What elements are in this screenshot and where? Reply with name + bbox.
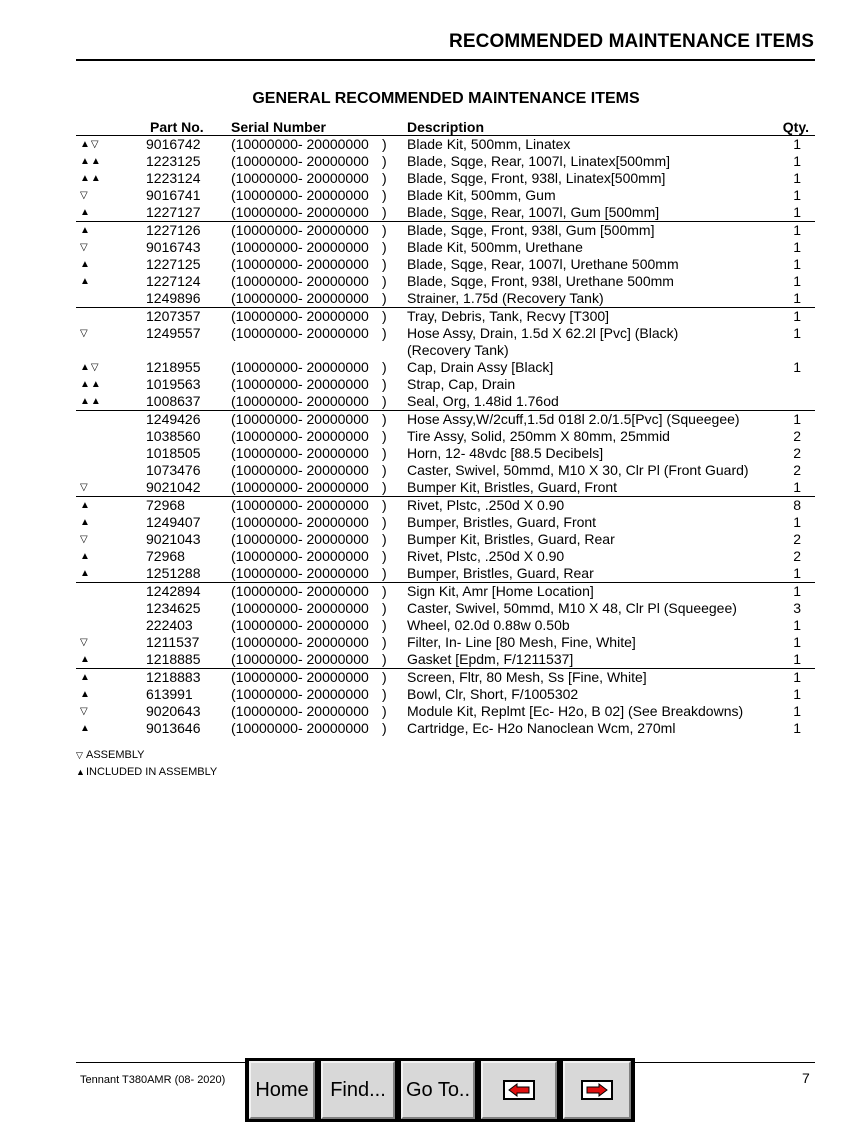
description: Rivet, Plstc, .250d X 0.90 (407, 548, 565, 564)
part-no: 9020643 (146, 703, 201, 719)
table-row (76, 256, 815, 273)
part-no: 1251288 (146, 565, 201, 581)
description: Cap, Drain Assy [Black] (407, 359, 554, 375)
qty: 1 (793, 565, 801, 581)
description: Blade, Sqge, Front, 938l, Gum [500mm] (407, 222, 655, 238)
assembly-symbol: ▲▲ (80, 396, 102, 407)
serial-number: (10000000- 20000000 (231, 393, 369, 409)
serial-number: (10000000- 20000000 (231, 669, 369, 685)
qty: 1 (793, 617, 801, 633)
part-no: 1018505 (146, 445, 201, 461)
assembly-symbol: ▽ (80, 190, 89, 201)
serial-number: (10000000- 20000000 (231, 531, 369, 547)
qty: 1 (793, 187, 801, 203)
table-row (76, 187, 815, 204)
serial-number: (10000000- 20000000 (231, 497, 369, 513)
assembly-symbol: ▲▽ (80, 362, 100, 373)
description: Tire Assy, Solid, 250mm X 80mm, 25mmid (407, 428, 670, 444)
legend-assembly (76, 749, 145, 761)
table-row (76, 668, 815, 686)
table-row (76, 651, 815, 668)
description: Bowl, Clr, Short, F/1005302 (407, 686, 579, 702)
serial-number: (10000000- 20000000 (231, 548, 369, 564)
table-row (76, 686, 815, 703)
table-row (76, 720, 815, 737)
description: Cartridge, Ec- H2o Nanoclean Wcm, 270ml (407, 720, 676, 736)
assembly-symbol: ▲ (80, 551, 91, 562)
footer-model: Tennant T380AMR (08- 2020) (80, 1074, 226, 1086)
description: Bumper Kit, Bristles, Guard, Front (407, 479, 618, 495)
serial-number: (10000000- 20000000 (231, 187, 369, 203)
table-row (76, 703, 815, 720)
description: Tray, Debris, Tank, Recvy [T300] (407, 308, 610, 324)
qty: 2 (793, 428, 801, 444)
part-no: 72968 (146, 548, 185, 564)
serial-close-paren: ) (382, 497, 387, 513)
description: Module Kit, Replmt [Ec- H2o, B 02] (See Breakdowns) (407, 703, 744, 719)
qty: 1 (793, 720, 801, 736)
table-row (76, 479, 815, 496)
description: Seal, Org, 1.48id 1.76od (407, 393, 559, 409)
assembly-symbol: ▽ (80, 482, 89, 493)
qty: 1 (793, 153, 801, 169)
assembly-symbol: ▽ (80, 534, 89, 545)
part-no: 1218883 (146, 669, 201, 685)
serial-close-paren: ) (382, 411, 387, 427)
serial-close-paren: ) (382, 634, 387, 650)
table-row (76, 410, 815, 428)
description: Hose Assy,W/2cuff,1.5d 018l 2.0/1.5[Pvc] (Squeegee) (407, 411, 740, 427)
assembly-symbol: ▽ (80, 706, 89, 717)
table-row (76, 428, 815, 445)
part-no: 9013646 (146, 720, 201, 736)
assembly-symbol: ▲ (80, 689, 91, 700)
serial-close-paren: ) (382, 359, 387, 375)
serial-close-paren: ) (382, 393, 387, 409)
serial-close-paren: ) (382, 153, 387, 169)
part-no: 1227126 (146, 222, 201, 238)
previous-page-button[interactable] (481, 1061, 557, 1119)
serial-close-paren: ) (382, 514, 387, 530)
qty: 1 (793, 273, 801, 289)
col-part-no: Part No. (150, 119, 204, 135)
qty: 1 (793, 325, 801, 341)
table-row (76, 290, 815, 307)
serial-close-paren: ) (382, 479, 387, 495)
part-no: 1234625 (146, 600, 201, 616)
assembly-symbol: ▲ (80, 500, 91, 511)
serial-close-paren: ) (382, 686, 387, 702)
assembly-symbol: ▲▽ (80, 139, 100, 150)
description: Strap, Cap, Drain (407, 376, 516, 392)
arrow-left-icon (503, 1080, 535, 1100)
serial-close-paren: ) (382, 548, 387, 564)
serial-number: (10000000- 20000000 (231, 514, 369, 530)
description: Sign Kit, Amr [Home Location] (407, 583, 594, 599)
qty: 1 (793, 136, 801, 152)
part-no: 1242894 (146, 583, 201, 599)
table-row (76, 359, 815, 376)
part-no: 1249557 (146, 325, 201, 341)
serial-number: (10000000- 20000000 (231, 445, 369, 461)
qty: 1 (793, 651, 801, 667)
serial-number: (10000000- 20000000 (231, 703, 369, 719)
description: Caster, Swivel, 50mmd, M10 X 30, Clr Pl (Front Guard) (407, 462, 749, 478)
serial-close-paren: ) (382, 376, 387, 392)
table-row (76, 153, 815, 170)
serial-close-paren: ) (382, 170, 387, 186)
table-row (76, 445, 815, 462)
serial-number: (10000000- 20000000 (231, 290, 369, 306)
table-row (76, 514, 815, 531)
description: Blade, Sqge, Rear, 1007l, Linatex[500mm] (407, 153, 671, 169)
serial-close-paren: ) (382, 273, 387, 289)
table-row (76, 376, 815, 393)
serial-close-paren: ) (382, 290, 387, 306)
description: Bumper, Bristles, Guard, Rear (407, 565, 594, 581)
serial-close-paren: ) (382, 669, 387, 685)
description: Gasket [Epdm, F/1211537] (407, 651, 574, 667)
description: Blade Kit, 500mm, Urethane (407, 239, 583, 255)
serial-number: (10000000- 20000000 (231, 136, 369, 152)
table-row (76, 221, 815, 239)
description: Rivet, Plstc, .250d X 0.90 (407, 497, 565, 513)
qty: 1 (793, 290, 801, 306)
part-no: 1227124 (146, 273, 201, 289)
table-row (76, 393, 815, 410)
qty: 1 (793, 170, 801, 186)
assembly-symbol: ▽ (76, 750, 83, 760)
page-header-title: RECOMMENDED MAINTENANCE ITEMS (449, 31, 814, 52)
assembly-symbol: ▲ (80, 225, 91, 236)
part-no: 1019563 (146, 376, 201, 392)
serial-close-paren: ) (382, 187, 387, 203)
go-to-button[interactable]: Go To.. (401, 1061, 475, 1119)
serial-number: (10000000- 20000000 (231, 565, 369, 581)
serial-close-paren: ) (382, 462, 387, 478)
serial-number: (10000000- 20000000 (231, 376, 369, 392)
qty: 1 (793, 239, 801, 255)
legend-assembly-text: ASSEMBLY (86, 749, 145, 761)
serial-close-paren: ) (382, 720, 387, 736)
qty: 1 (793, 703, 801, 719)
serial-close-paren: ) (382, 703, 387, 719)
assembly-symbol: ▲ (80, 568, 91, 579)
serial-number: (10000000- 20000000 (231, 583, 369, 599)
serial-close-paren: ) (382, 617, 387, 633)
serial-number: (10000000- 20000000 (231, 617, 369, 633)
serial-number: (10000000- 20000000 (231, 600, 369, 616)
qty: 2 (793, 531, 801, 547)
description: Strainer, 1.75d (Recovery Tank) (407, 290, 604, 306)
serial-close-paren: ) (382, 204, 387, 220)
assembly-symbol: ▽ (80, 328, 89, 339)
qty: 8 (793, 497, 801, 513)
included-symbol: ▲ (76, 767, 85, 777)
qty: 1 (793, 669, 801, 685)
table-row (76, 170, 815, 187)
description: Blade Kit, 500mm, Linatex (407, 136, 571, 152)
parts-table (76, 117, 815, 737)
serial-number: (10000000- 20000000 (231, 651, 369, 667)
part-no: 1227127 (146, 204, 201, 220)
qty: 1 (793, 514, 801, 530)
part-no: 1218885 (146, 651, 201, 667)
serial-number: (10000000- 20000000 (231, 359, 369, 375)
legend-included (76, 766, 217, 778)
serial-number: (10000000- 20000000 (231, 479, 369, 495)
serial-close-paren: ) (382, 222, 387, 238)
description: Blade Kit, 500mm, Gum (407, 187, 556, 203)
table-row (76, 239, 815, 256)
find-button[interactable]: Find... (321, 1061, 395, 1119)
description: Blade, Sqge, Rear, 1007l, Urethane 500mm (407, 256, 679, 272)
serial-close-paren: ) (382, 308, 387, 324)
legend-included-text: INCLUDED IN ASSEMBLY (86, 766, 218, 778)
table-row (76, 273, 815, 290)
col-description: Description (407, 119, 485, 135)
description: Bumper Kit, Bristles, Guard, Rear (407, 531, 615, 547)
serial-number: (10000000- 20000000 (231, 170, 369, 186)
serial-number: (10000000- 20000000 (231, 428, 369, 444)
table-row (76, 204, 815, 221)
header-rule (76, 59, 815, 61)
assembly-symbol: ▲ (80, 517, 91, 528)
description: Bumper, Bristles, Guard, Front (407, 514, 597, 530)
part-no: 1227125 (146, 256, 201, 272)
qty: 1 (793, 411, 801, 427)
qty: 1 (793, 583, 801, 599)
serial-number: (10000000- 20000000 (231, 273, 369, 289)
qty: 1 (793, 222, 801, 238)
serial-number: (10000000- 20000000 (231, 256, 369, 272)
assembly-symbol: ▲▲ (80, 379, 102, 390)
qty: 3 (793, 600, 801, 616)
part-no: 1038560 (146, 428, 201, 444)
table-row (76, 600, 815, 617)
serial-number: (10000000- 20000000 (231, 720, 369, 736)
serial-number: (10000000- 20000000 (231, 325, 369, 341)
part-no: 9016743 (146, 239, 201, 255)
part-no: 9016742 (146, 136, 201, 152)
description: Screen, Fltr, 80 Mesh, Ss [Fine, White] (407, 669, 647, 685)
table-row (76, 617, 815, 634)
assembly-symbol: ▽ (80, 637, 89, 648)
serial-close-paren: ) (382, 239, 387, 255)
assembly-symbol: ▲ (80, 672, 91, 683)
description: Horn, 12- 48vdc [88.5 Decibels] (407, 445, 604, 461)
part-no: 1249896 (146, 290, 201, 306)
description: Blade, Sqge, Front, 938l, Urethane 500mm (407, 273, 674, 289)
navigation-bar (245, 1058, 635, 1122)
part-no: 72968 (146, 497, 185, 513)
serial-close-paren: ) (382, 428, 387, 444)
qty: 1 (793, 256, 801, 272)
qty: 1 (793, 479, 801, 495)
qty: 1 (793, 634, 801, 650)
serial-number: (10000000- 20000000 (231, 308, 369, 324)
page-number: 7 (802, 1070, 810, 1086)
serial-number: (10000000- 20000000 (231, 204, 369, 220)
description: Hose Assy, Drain, 1.5d X 62.2l [Pvc] (Black) (Recovery Tank) (407, 325, 679, 358)
serial-number: (10000000- 20000000 (231, 634, 369, 650)
table-row (76, 496, 815, 514)
description: Blade, Sqge, Front, 938l, Linatex[500mm] (407, 170, 666, 186)
part-no: 9021043 (146, 531, 201, 547)
next-page-button[interactable] (563, 1061, 631, 1119)
qty: 1 (793, 686, 801, 702)
qty: 1 (793, 204, 801, 220)
serial-number: (10000000- 20000000 (231, 222, 369, 238)
qty: 2 (793, 462, 801, 478)
section-title: GENERAL RECOMMENDED MAINTENANCE ITEMS (252, 90, 640, 107)
description: Blade, Sqge, Rear, 1007l, Gum [500mm] (407, 204, 660, 220)
table-row (76, 136, 815, 153)
table-row (76, 307, 815, 325)
assembly-symbol: ▲▲ (80, 156, 102, 167)
serial-number: (10000000- 20000000 (231, 239, 369, 255)
part-no: 1073476 (146, 462, 201, 478)
col-qty: Qty. (782, 119, 809, 135)
serial-number: (10000000- 20000000 (231, 686, 369, 702)
serial-close-paren: ) (382, 256, 387, 272)
serial-close-paren: ) (382, 325, 387, 341)
assembly-symbol: ▲ (80, 259, 91, 270)
table-row (76, 634, 815, 651)
serial-number: (10000000- 20000000 (231, 411, 369, 427)
part-no: 1249407 (146, 514, 201, 530)
part-no: 613991 (146, 686, 193, 702)
assembly-symbol: ▲ (80, 276, 91, 287)
table-row (76, 565, 815, 582)
serial-close-paren: ) (382, 600, 387, 616)
part-no: 1223124 (146, 170, 201, 186)
col-serial-number: Serial Number (231, 119, 326, 135)
table-row (76, 462, 815, 479)
table-row (76, 548, 815, 565)
qty: 1 (793, 308, 801, 324)
table-header (76, 117, 815, 136)
part-no: 222403 (146, 617, 193, 633)
serial-close-paren: ) (382, 583, 387, 599)
table-body (76, 136, 815, 737)
description: Wheel, 02.0d 0.88w 0.50b (407, 617, 570, 633)
table-row (76, 531, 815, 548)
serial-close-paren: ) (382, 565, 387, 581)
serial-close-paren: ) (382, 445, 387, 461)
table-row (76, 325, 815, 359)
assembly-symbol: ▲ (80, 723, 91, 734)
description: Filter, In- Line [80 Mesh, Fine, White] (407, 634, 636, 650)
assembly-symbol: ▲ (80, 654, 91, 665)
assembly-symbol: ▲▲ (80, 173, 102, 184)
part-no: 1218955 (146, 359, 201, 375)
qty: 1 (793, 359, 801, 375)
part-no: 1211537 (146, 634, 200, 650)
description: Caster, Swivel, 50mmd, M10 X 48, Clr Pl (Squeegee) (407, 600, 737, 616)
table-row (76, 582, 815, 600)
part-no: 1223125 (146, 153, 201, 169)
part-no: 1207357 (146, 308, 201, 324)
part-no: 9016741 (146, 187, 201, 203)
serial-number: (10000000- 20000000 (231, 462, 369, 478)
qty: 2 (793, 445, 801, 461)
home-button[interactable]: Home (249, 1061, 315, 1119)
part-no: 9021042 (146, 479, 201, 495)
serial-number: (10000000- 20000000 (231, 153, 369, 169)
assembly-symbol: ▲ (80, 207, 91, 218)
assembly-symbol: ▽ (80, 242, 89, 253)
serial-close-paren: ) (382, 136, 387, 152)
part-no: 1008637 (146, 393, 201, 409)
part-no: 1249426 (146, 411, 201, 427)
arrow-right-icon (581, 1080, 613, 1100)
serial-close-paren: ) (382, 531, 387, 547)
qty: 2 (793, 548, 801, 564)
serial-close-paren: ) (382, 651, 387, 667)
